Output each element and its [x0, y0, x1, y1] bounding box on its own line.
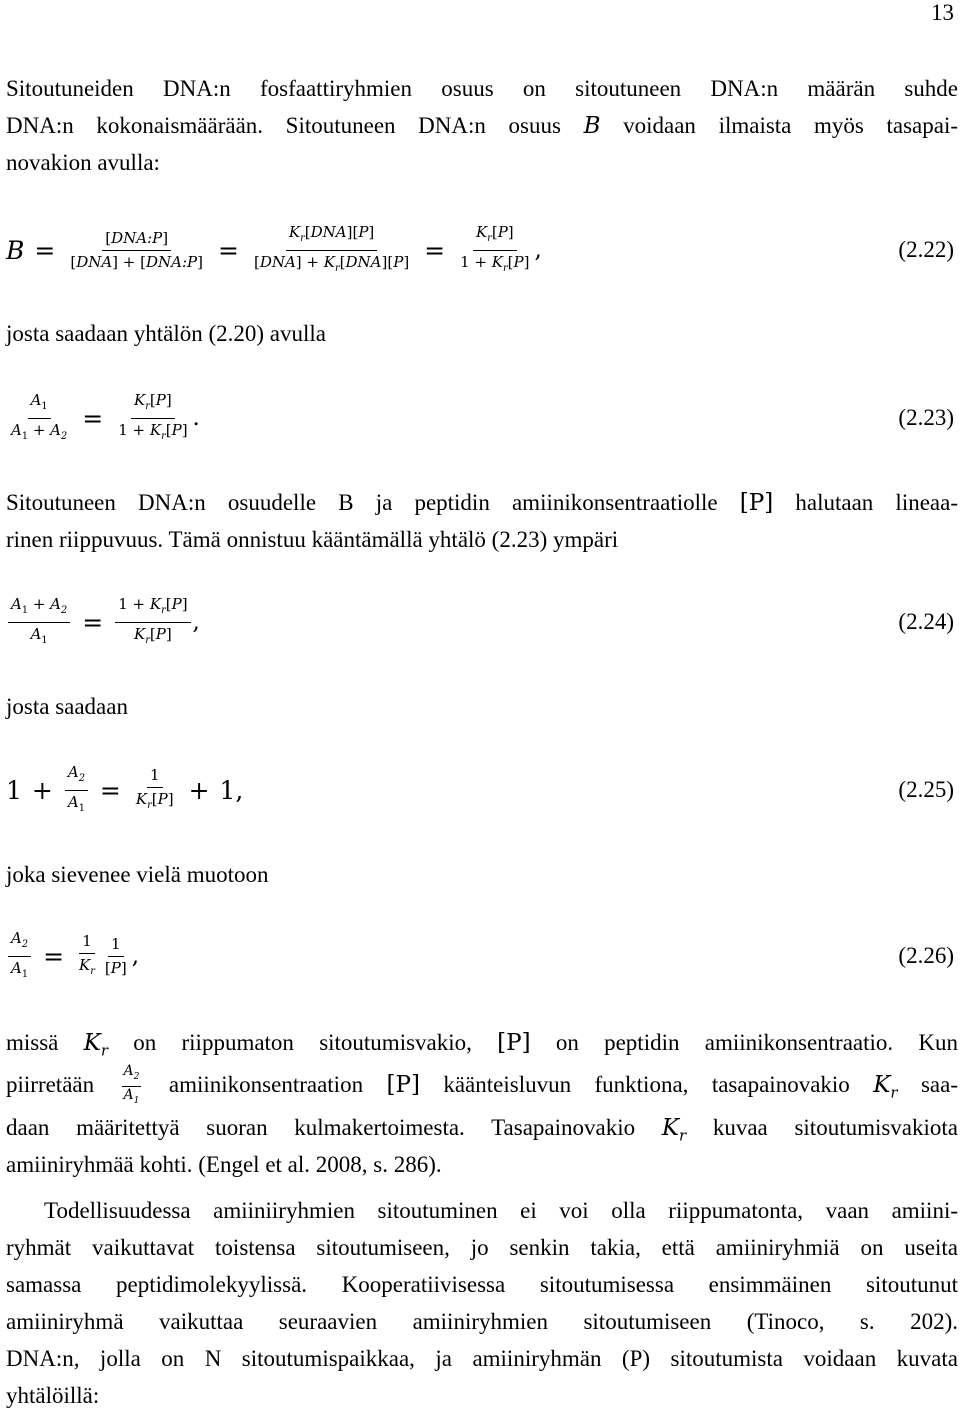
fraction: $\frac{K_r[P]}{1 + K_r[P]}$: [460, 222, 530, 274]
text-line: missä $K_r$ on riippumaton sitoutumisvakio, [P] on peptidin amiinikonsentraatio. Kun: [6, 1030, 959, 1060]
equation-number: (2.25): [898, 777, 954, 802]
paragraph: joka sievenee vielä muotoon: [6, 862, 269, 887]
equation-2-22: B = $\frac{\text{[DNA:P]}}{\text{[DNA] + [DNA:P]}}$ = $\frac{K_r[DNA][P]}{[DNA] + K_r[DNA][P]}$ = $\frac{K_r[P]}{1 + K_r[P]}$ , (2.22): [6, 212, 954, 288]
fraction: $\frac{1}{[P]}$: [104, 934, 127, 977]
text-line: Todellisuudessa amiiniiryhmien sitoutuminen ei voi olla riippumatonta, vaan amiini-: [44, 1198, 958, 1223]
fraction: $\frac{K_r[P]}{1 + K_r[P]}$: [118, 390, 188, 442]
text-line: ryhmät vaikuttavat toistensa sitoutumiseen, jo senkin takia, että amiiniryhmiä on useita: [6, 1235, 958, 1260]
equation-2-25: 1 + $\frac{A_2}{A_1}$ = $\frac{1}{K_r[P]}$ + 1, (2.25): [6, 752, 954, 828]
paragraph: [6, 484, 958, 558]
text-line: amiiniryhmää kohti. (Engel et al. 2008, s. 286).: [6, 1152, 442, 1177]
equation-2-23: $\frac{A_1}{A_1 + A_2}$ = $\frac{K_r[P]}{1 + K_r[P]}$ . (2.23): [6, 380, 954, 456]
text-line: piirretään $\frac{A_2}{A_1}$ amiinikonsentraation [P] käänteisluvun funktiona, tasapainovakio $K_r$ saa-: [6, 1061, 958, 1109]
text-line: Sitoutuneen DNA:n osuudelle B ja peptidin amiinikonsentraatiolle [P] halutaan lineaa-: [6, 490, 958, 516]
inline-fraction: $\frac{A_2}{A_1}$: [123, 1063, 140, 1107]
fraction: $\frac{K_r[DNA][P]}{[DNA] + K_r[DNA][P]}$: [253, 222, 410, 274]
text-line: novakion avulla:: [6, 150, 160, 175]
eq-lhs: B: [6, 235, 25, 265]
text-line: rinen riippuvuus. Tämä onnistuu kääntämällä yhtälö (2.23) ympäri: [6, 527, 619, 552]
paragraph: josta saadaan: [6, 694, 128, 719]
equation-2-26: $\frac{A_2}{A_1}$ = $\frac{1}{K_r}$ $\frac{1}{[P]}$ , (2.26): [6, 918, 954, 994]
paragraph-explanation: [6, 1024, 958, 1183]
equation-number: (2.23): [898, 405, 954, 430]
symbol-B: B: [583, 113, 601, 139]
fraction: $\frac{A_2}{A_1}$: [65, 763, 88, 818]
paragraph: josta saadaan yhtälön (2.20) avulla: [6, 321, 326, 346]
equation-number: (2.26): [898, 943, 954, 968]
equation-number: (2.22): [898, 237, 954, 262]
fraction: $\frac{\text{[DNA:P]}}{\text{[DNA] + [DNA:P]}}$: [70, 228, 203, 271]
text-line: daan määritettyä suoran kulmakertoimesta. Tasapainovakio $K_r$ kuvaa sitoutumisvakiota: [6, 1115, 959, 1145]
fraction: $\frac{1 + K_r[P]}{K_r[P]}$: [115, 595, 190, 650]
text-line: yhtälöillä:: [6, 1383, 100, 1408]
text-line: Sitoutuneiden DNA:n fosfaattiryhmien osuus on sitoutuneen DNA:n määrän suhde: [6, 76, 958, 101]
page-number: 13: [931, 0, 954, 25]
fraction: $\frac{A_1}{A_1 + A_2}$: [11, 390, 68, 442]
text-line: samassa peptidimolekyylissä. Kooperatiivisessa sitoutumisessa ensimmäinen sitoutunut: [6, 1272, 958, 1297]
equation-number: (2.24): [898, 609, 954, 634]
text-line: DNA:n kokonaismäärään. Sitoutuneen DNA:n osuus B voidaan ilmaista myös tasapai-: [6, 113, 959, 139]
text-line: DNA:n, jolla on N sitoutumispaikkaa, ja amiiniryhmän (P) sitoutumista voidaan kuvata: [6, 1346, 958, 1371]
paragraph-cooperative: [6, 1192, 958, 1414]
text-line: amiiniryhmä vaikuttaa seuraavien amiiniryhmien sitoutumiseen (Tinoco, s. 202).: [6, 1309, 958, 1334]
paragraph-intro: [6, 70, 958, 181]
fraction: $\frac{A_1 + A_2}{A_1}$: [8, 595, 70, 650]
equation-2-24: $\frac{A_1 + A_2}{A_1}$ = $\frac{1 + K_r[P]}{K_r[P]}$ , (2.24): [6, 584, 954, 660]
fraction: $\frac{1}{K_r}$: [79, 931, 95, 977]
fraction: $\frac{A_2}{A_1}$: [8, 929, 31, 984]
fraction: $\frac{1}{K_r[P]}$: [135, 765, 174, 811]
